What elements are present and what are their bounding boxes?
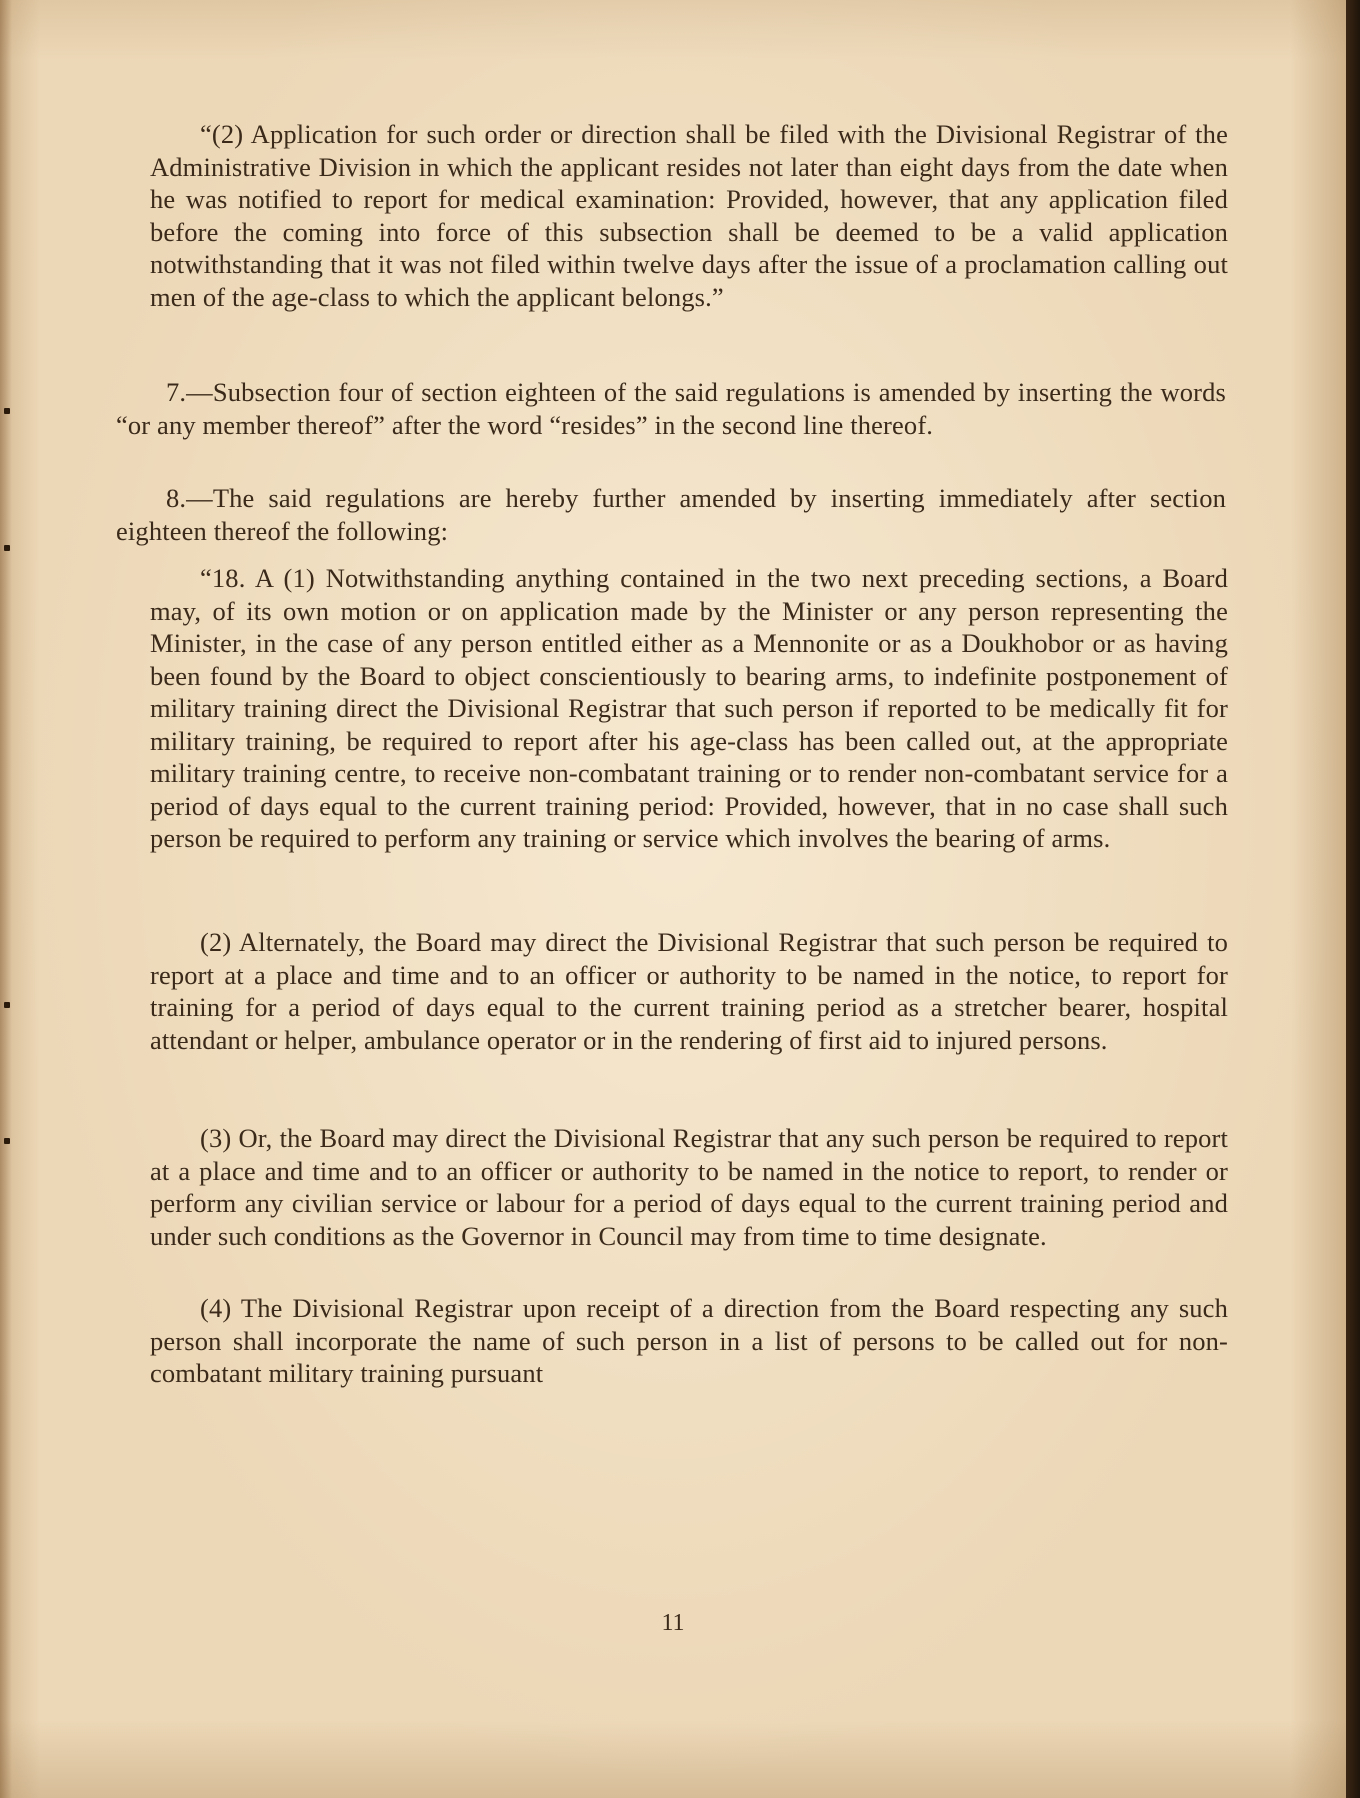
paragraph-text: “(2) Application for such order or direction shall be filed with the Divisional Registrar of the Administrative Division in which the applicant resides not later than eight days from the date when he was notified to report for medical examination: Provided, however, that any application filed before the coming into force of this subsection shall be deemed to be a valid application notwithstanding that it was not filed within twelve days after the issue of a proclamation calling out men of the age-class to which the applicant belongs.” — [150, 119, 1228, 312]
paragraph-section-18a-4 — [150, 1292, 1228, 1390]
paragraph-section-7 — [116, 376, 1226, 441]
paragraph-section-18a-2 — [150, 926, 1228, 1056]
page-binding-shadow — [0, 0, 12, 1798]
binding-mark — [4, 545, 10, 551]
page-number: 11 — [661, 1610, 685, 1636]
paragraph-section-18a-1 — [150, 562, 1228, 855]
paragraph-text: (3) Or, the Board may direct the Divisional Registrar that any such person be required to report at a place and time and to an officer or authority to be named in the notice to report, to render or perform any civilian service or labour for a period of days equal to the current training period and under such conditions as the Governor in Council may from time to time designate. — [150, 1123, 1228, 1251]
binding-mark — [4, 1138, 10, 1144]
paragraph-text: “18. A (1) Notwithstanding anything contained in the two next preceding sections, a Board may, of its own motion or on application made by the Minister or any person representing the Minister, in the case of any person entitled either as a Mennonite or as a Doukhobor or as having been found by the Board to object conscientiously to bearing arms, to indefinite postponement of military training direct the Divisional Registrar that such person if reported to be medically fit for military training, be required to report after his age-class has been called out, at the appropriate military training centre, to receive non-combatant training or to render non-combatant service for a period of days equal to the current training period: Provided, however, that in no case shall such person be required to perform any training or service which involves the bearing of arms. — [150, 563, 1228, 853]
paragraph-section-18a-3 — [150, 1122, 1228, 1252]
binding-mark — [4, 1002, 10, 1008]
page-edge-shadow — [1346, 0, 1360, 1798]
paragraph-text: 8.—The said regulations are hereby further amended by inserting immediately after section eighteen thereof the following: — [116, 483, 1226, 546]
paragraph-text: (2) Alternately, the Board may direct the Divisional Registrar that such person be required to report at a place and time and to an officer or authority to be named in the notice, to report for training for a period of days equal to the current training period as a stretcher bearer, hospital attendant or helper, ambulance operator or in the rendering of first aid to injured persons. — [150, 927, 1228, 1055]
paragraph-text: 7.—Subsection four of section eighteen of the said regulations is amended by inserting the words “or any member thereof” after the word “resides” in the second line thereof. — [116, 377, 1226, 440]
paragraph-text: (4) The Divisional Registrar upon receipt of a direction from the Board respecting any such person shall incorporate the name of such person in a list of persons to be called out for non-combatant military training pursuant — [150, 1293, 1228, 1388]
paragraph-application-filing — [150, 118, 1228, 313]
paragraph-section-8 — [116, 482, 1226, 547]
binding-mark — [4, 408, 10, 414]
